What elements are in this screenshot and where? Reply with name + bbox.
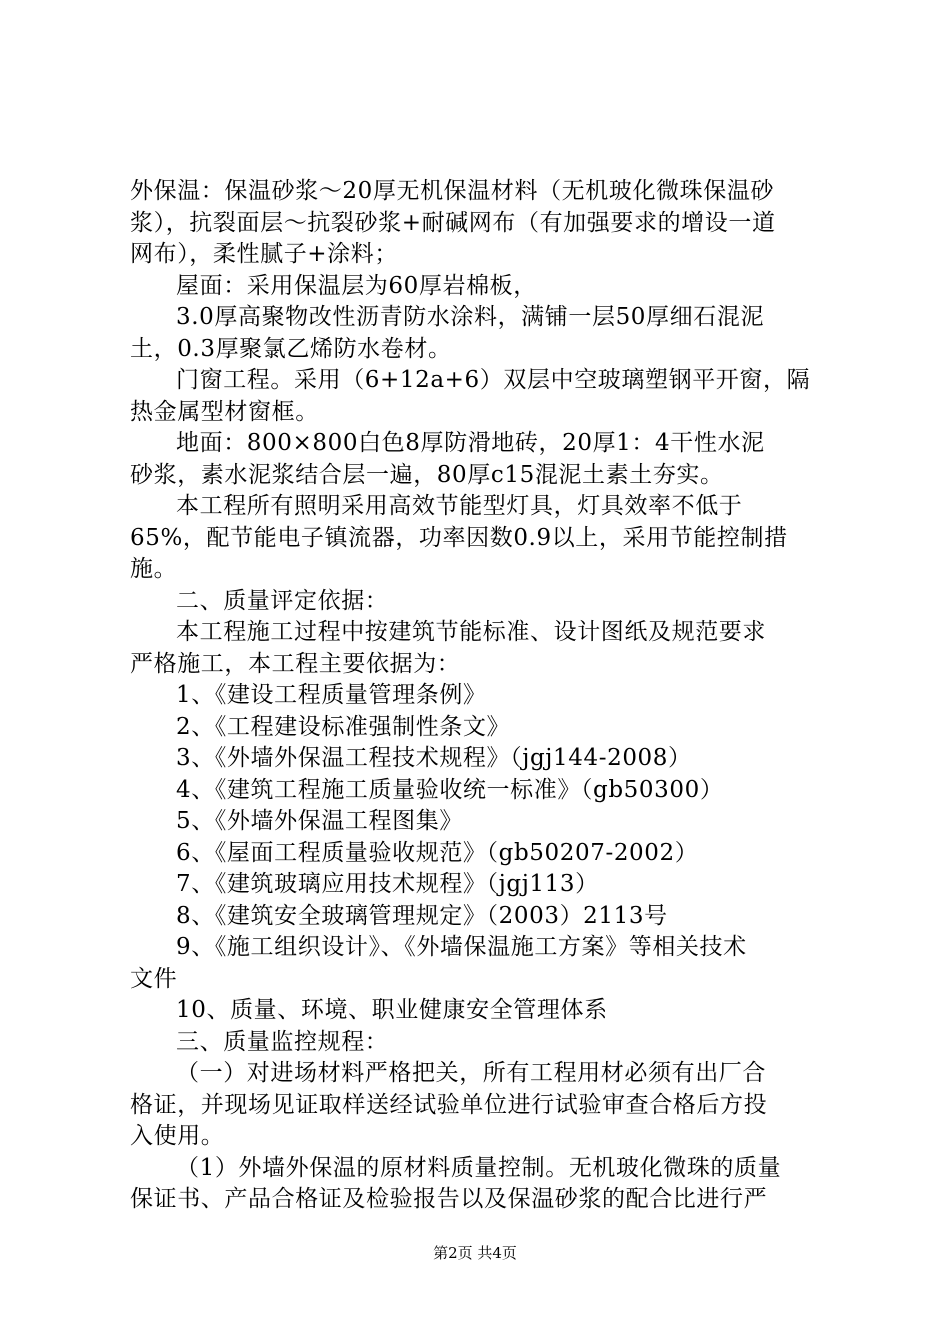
list-item: 8、《建筑安全玻璃管理规定》（2003）2113号 bbox=[176, 902, 668, 929]
text-line: 65%，配节能电子镇流器，功率因数0.9以上，采用节能控制措 bbox=[130, 524, 788, 551]
list-item: 5、《外墙外保温工程图集》 bbox=[176, 808, 463, 834]
text-line: 格证，并现场见证取样送经试验单位进行试验审查合格后方投 bbox=[130, 1091, 768, 1118]
text-line: 热金属型材窗框。 bbox=[130, 398, 319, 425]
list-item: 6、《屋面工程质量验收规范》（gb50207-2002） bbox=[176, 839, 699, 866]
list-item-continuation: 文件 bbox=[130, 965, 178, 992]
section-heading: 三、质量监控规程： bbox=[176, 1028, 389, 1055]
text-line: 浆），抗裂面层～抗裂砂浆+耐碱网布（有加强要求的增设一道 bbox=[130, 209, 776, 236]
text-line: 保证书、产品合格证及检验报告以及保温砂浆的配合比进行严 bbox=[130, 1186, 768, 1212]
list-item: 9、《施工组织设计》、《外墙保温施工方案》等相关技术 bbox=[176, 934, 747, 960]
list-item: 4、《建筑工程施工质量验收统一标准》（gb50300） bbox=[176, 776, 724, 803]
text-line: 严格施工，本工程主要依据为： bbox=[130, 650, 461, 677]
text-line: 门窗工程。采用（6+12a+6）双层中空玻璃塑钢平开窗，隔 bbox=[176, 367, 811, 393]
document-body bbox=[130, 176, 830, 1216]
list-item: 7、《建筑玻璃应用技术规程》（jgj113） bbox=[176, 871, 599, 897]
text-line: 本工程所有照明采用高效节能型灯具，灯具效率不低于 bbox=[176, 493, 743, 519]
text-line: 网布），柔性腻子+涂料； bbox=[130, 241, 398, 267]
list-item: 2、《工程建设标准强制性条文》 bbox=[176, 713, 511, 740]
text-line: 砂浆，素水泥浆结合层一遍，80厚c15混泥土素土夯实。 bbox=[130, 461, 724, 488]
page-footer: 第2页 共4页 bbox=[433, 1244, 517, 1262]
text-line: （1）外墙外保温的原材料质量控制。无机玻化微珠的质量 bbox=[176, 1154, 782, 1181]
list-item: 1、《建设工程质量管理条例》 bbox=[176, 682, 487, 708]
text-line: 屋面：采用保温层为60厚岩棉板， bbox=[176, 272, 537, 299]
text-line: 入使用。 bbox=[130, 1123, 225, 1149]
list-item: 10、质量、环境、职业健康安全管理体系 bbox=[176, 997, 608, 1023]
text-line: （一）对进场材料严格把关，所有工程用材必须有出厂合 bbox=[176, 1060, 766, 1086]
text-line: 本工程施工过程中按建筑节能标准、设计图纸及规范要求 bbox=[176, 619, 766, 645]
text-line: 施。 bbox=[130, 556, 178, 582]
list-item: 3、《外墙外保温工程技术规程》（jgj144-2008） bbox=[176, 745, 692, 771]
section-heading: 二、质量评定依据： bbox=[176, 587, 389, 614]
text-line: 土，0.3厚聚氯乙烯防水卷材。 bbox=[130, 335, 452, 362]
text-line: 3.0厚高聚物改性沥青防水涂料，满铺一层50厚细石混泥 bbox=[176, 304, 765, 330]
text-line: 地面：800×800白色8厚防滑地砖，20厚1：4干性水泥 bbox=[176, 430, 765, 456]
text-line: 外保温：保温砂浆～20厚无机保温材料（无机玻化微珠保温砂 bbox=[130, 178, 775, 204]
